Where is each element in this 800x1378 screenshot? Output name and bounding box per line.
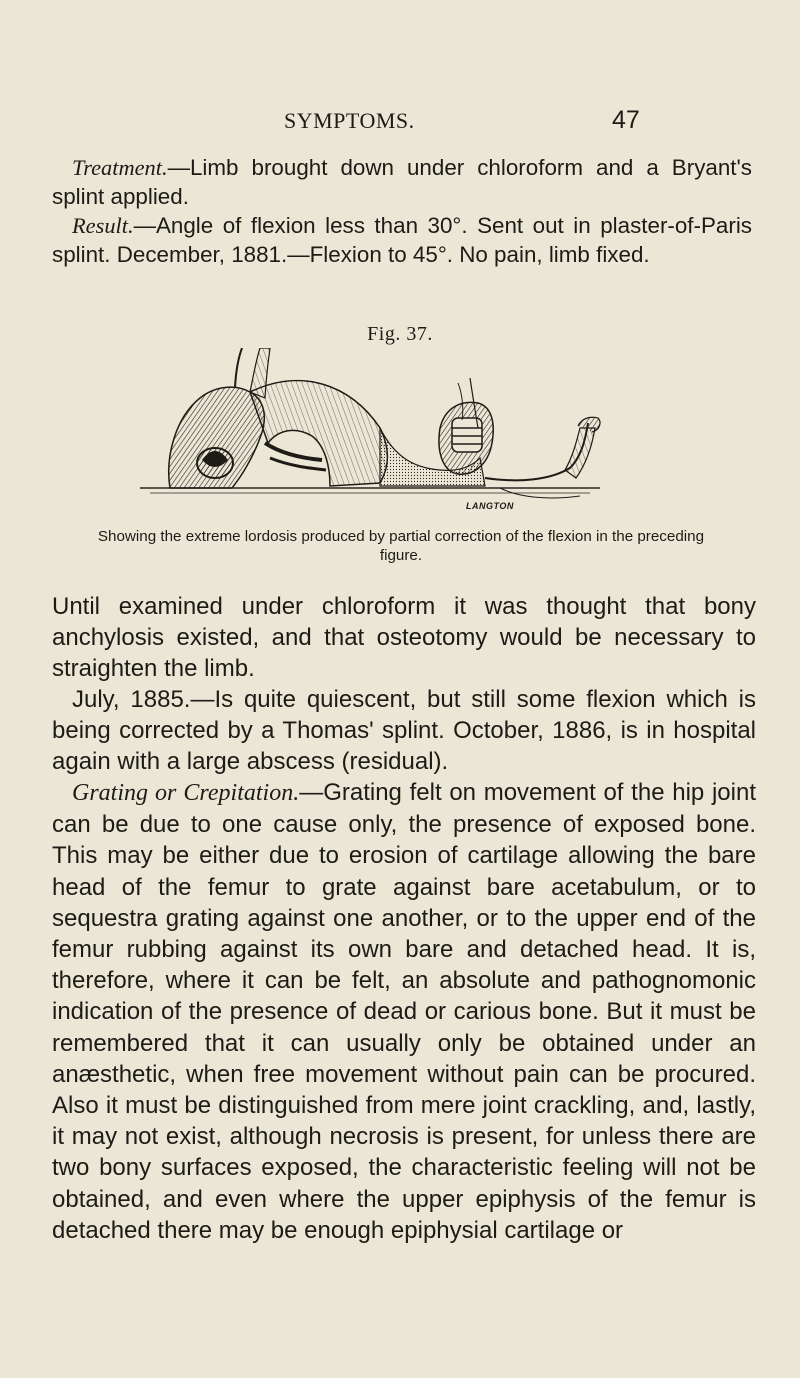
treatment-label: Treatment. xyxy=(72,155,168,180)
page-number: 47 xyxy=(612,106,640,134)
grating-text: —Grating felt on movement of the hip joint can be due to one cause only, the presence of exposed bone. This may be either due to erosion of cartilage allowing the bare head of the femur to grate against bare acetabulum, or to sequestra grating against one another, or to the upper end of the femur rubbing against its own bare and detached head. It is, therefore, where it can be felt, an absolute and pathognomonic indication of the presence of dead or carious bone. But it must be remembered that it can usually only be obtained under an anæsthetic, when free movement without pain can be procured. Also it must be distinguished from mere joint crackling, and, lastly, it may not exist, although necrosis is present, for unless there are two bony surfaces exposed, the characteristic feeling will not be obtained, and even where the upper epiphysis of the femur is detached there may be enough epiphysial cartilage or xyxy=(52,779,756,1244)
engraver-signature: LANGTON xyxy=(466,501,514,511)
figure-caption: Showing the extreme lordosis produced by partial correction of the flexion in the preceding figure. xyxy=(97,528,705,564)
body-paragraph-1: Until examined under chloroform it was thought that bony anchylosis existed, and that osteotomy would be necessary to straighten the limb. xyxy=(52,593,756,683)
treatment-text: —Limb brought down under chloroform and a Bryant's splint applied. xyxy=(52,155,752,209)
running-head xyxy=(0,108,800,138)
lordosis-patient-illustration xyxy=(140,348,610,516)
body-paragraph-2: July, 1885.—Is quite quiescent, but still some flexion which is being corrected by a Thomas' splint. October, 1886, is in hospital again with a large abscess (residual). xyxy=(52,686,756,776)
figure-label: Fig. 37. xyxy=(367,323,433,345)
result-paragraph xyxy=(52,211,752,269)
treatment-paragraph xyxy=(52,153,752,211)
result-text: —Angle of flexion less than 30°. Sent out in plaster-of-Paris splint. December, 1881.—Flexion to 45°. No pain, limb fixed. xyxy=(52,213,752,267)
grating-label: Grating or Crepitation. xyxy=(72,780,300,806)
running-title: SYMPTOMS. xyxy=(284,108,415,133)
result-label: Result. xyxy=(72,213,134,238)
figure-engraving xyxy=(140,348,610,516)
grating-paragraph xyxy=(52,777,756,1246)
